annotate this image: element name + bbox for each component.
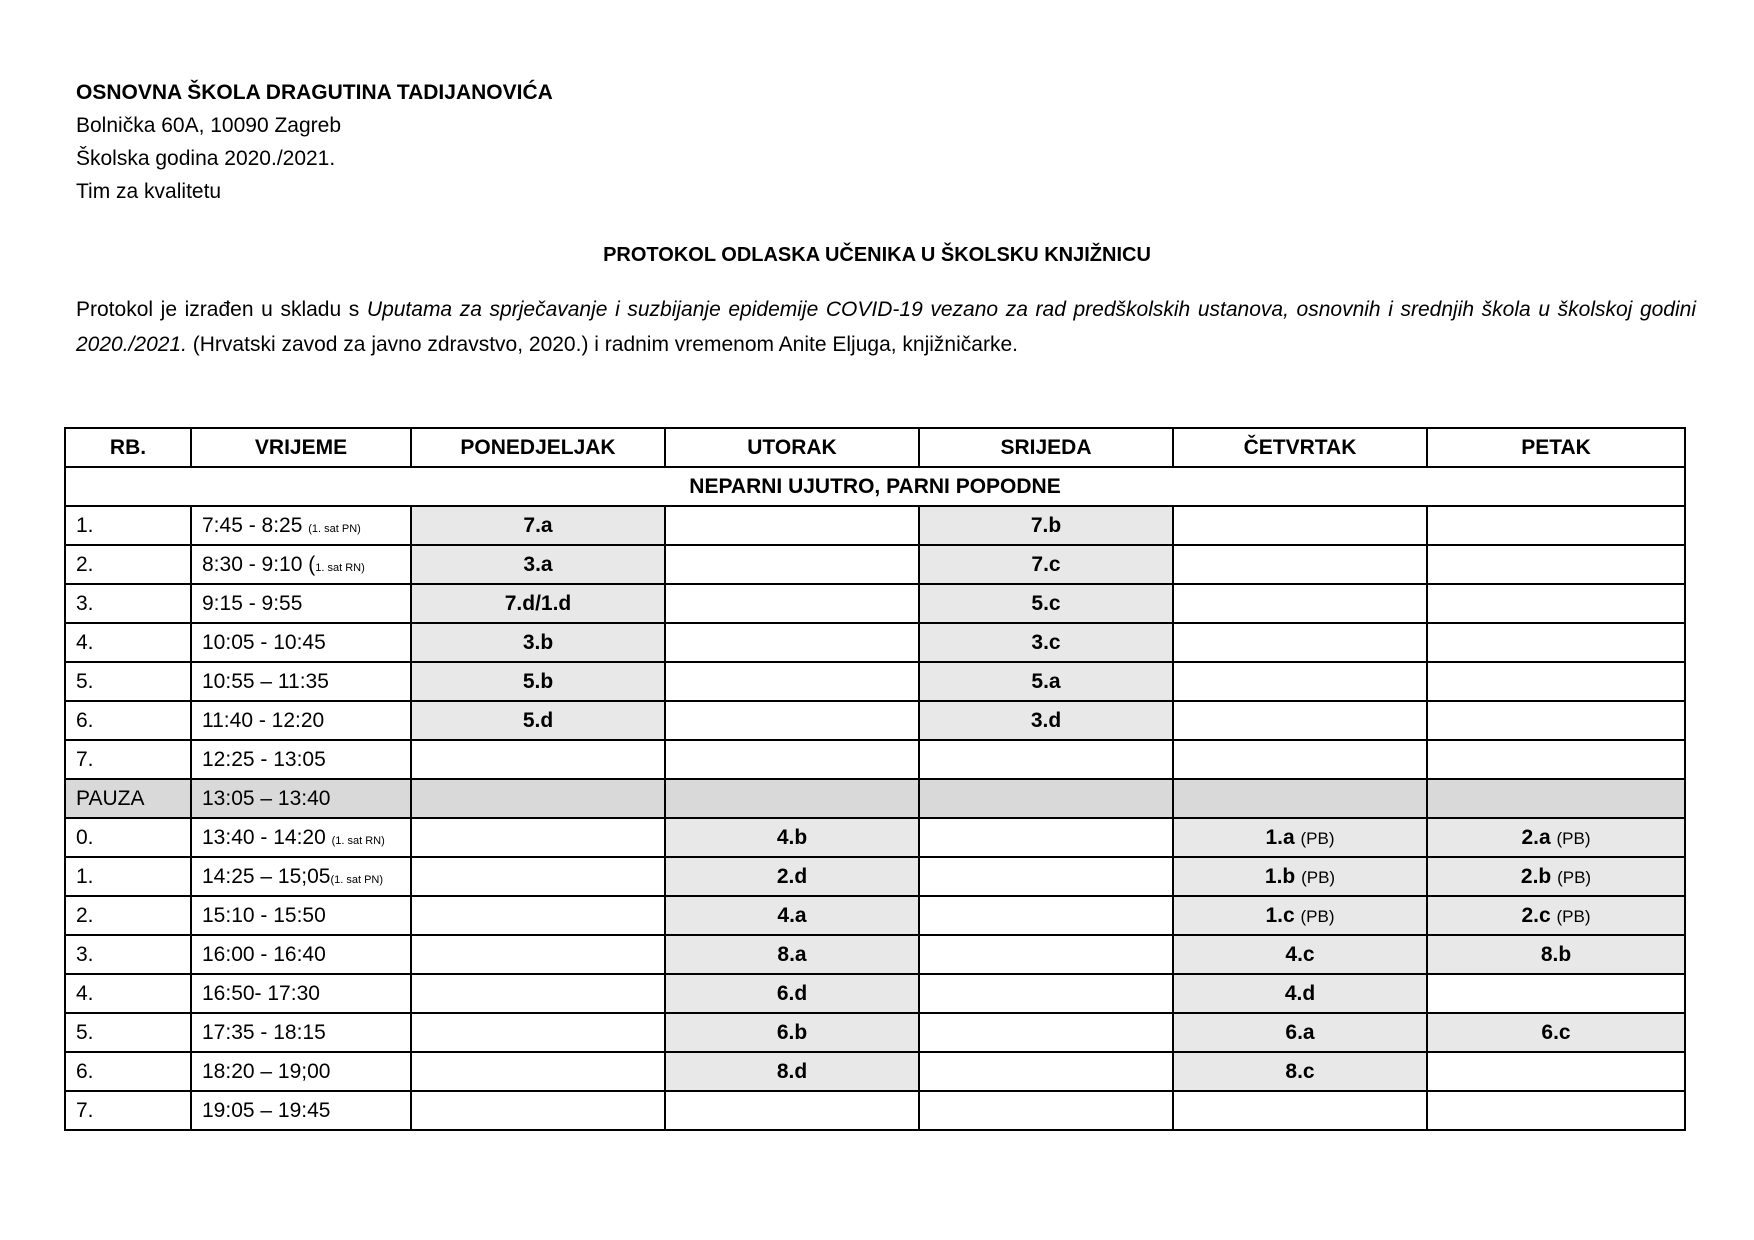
- row-number: 3.: [65, 935, 191, 974]
- time-slot: [191, 818, 411, 857]
- class-cell: [411, 935, 665, 974]
- time-text: 9:15 - 9:55: [202, 591, 303, 615]
- class-cell: [665, 701, 919, 740]
- header-cell: PONEDJELJAK: [411, 428, 665, 467]
- time-slot: [191, 974, 411, 1013]
- row-number: 6.: [65, 701, 191, 740]
- class-cell: [919, 896, 1173, 935]
- class-cell: [1427, 974, 1685, 1013]
- class-cell: [919, 545, 1173, 584]
- school-year: Školska godina 2020./2021.: [76, 147, 336, 170]
- row-number: 1.: [65, 506, 191, 545]
- class-cell: [919, 818, 1173, 857]
- table-row: [65, 818, 1685, 857]
- time-text: 17:35 - 18:15: [202, 1020, 326, 1044]
- class-label: 6.c: [1541, 1020, 1571, 1044]
- row-number: 2.: [65, 545, 191, 584]
- pb-label: (PB): [1300, 828, 1335, 848]
- class-label: 8.d: [776, 1059, 808, 1083]
- time-slot: [191, 1091, 411, 1130]
- class-cell: [919, 1091, 1173, 1130]
- time-text: 15:10 - 15:50: [202, 903, 326, 927]
- row-number: 4.: [65, 974, 191, 1013]
- table-row: [65, 1013, 1685, 1052]
- class-cell: [1427, 1091, 1685, 1130]
- class-cell: [411, 623, 665, 662]
- time-slot: [191, 623, 411, 662]
- class-cell: [1427, 701, 1685, 740]
- class-cell: [1427, 1013, 1685, 1052]
- pause-cell: [411, 779, 665, 818]
- table-row: [65, 857, 1685, 896]
- class-cell: [411, 857, 665, 896]
- class-label: 4.d: [1284, 981, 1316, 1005]
- class-cell: [919, 740, 1173, 779]
- time-text: 12:25 - 13:05: [202, 747, 326, 771]
- class-cell: [1173, 818, 1427, 857]
- class-label: 7.d/1.d: [504, 591, 572, 615]
- row-number: 1.: [65, 857, 191, 896]
- class-cell: [1173, 1091, 1427, 1130]
- time-slot: [191, 545, 411, 584]
- class-cell: [1427, 623, 1685, 662]
- pb-label: (PB): [1300, 906, 1335, 926]
- class-cell: [1427, 740, 1685, 779]
- row-number: 0.: [65, 818, 191, 857]
- class-cell: [411, 662, 665, 701]
- time-note: 1. sat RN): [315, 561, 365, 574]
- school-address: Bolnička 60A, 10090 Zagreb: [76, 114, 342, 137]
- class-cell: [411, 1013, 665, 1052]
- header-cell: ČETVRTAK: [1173, 428, 1427, 467]
- time-text: 7:45 - 8:25: [202, 513, 309, 537]
- intro-paragraph: [76, 292, 1696, 362]
- row-number: 5.: [65, 1013, 191, 1052]
- class-label: 8.a: [777, 942, 807, 966]
- pb-label: (PB): [1556, 828, 1591, 848]
- class-cell: [665, 1013, 919, 1052]
- header-cell: SRIJEDA: [919, 428, 1173, 467]
- class-label: 4.c: [1285, 942, 1315, 966]
- class-cell: [1427, 545, 1685, 584]
- intro-text-end: (Hrvatski zavod za javno zdravstvo, 2020.) i radnim vremenom Anite Eljuga, knjižničarke.: [186, 333, 1018, 356]
- class-cell: [665, 818, 919, 857]
- row-number: 6.: [65, 1052, 191, 1091]
- class-label: 6.d: [776, 981, 808, 1005]
- class-cell: [411, 740, 665, 779]
- class-cell: [665, 623, 919, 662]
- class-cell: [1427, 857, 1685, 896]
- time-text: 16:50- 17:30: [202, 981, 320, 1005]
- class-label: 6.b: [776, 1020, 808, 1044]
- row-number: 3.: [65, 584, 191, 623]
- pause-time: 13:05 – 13:40: [191, 779, 411, 818]
- intro-text-italic: Uputama za sprječavanje i suzbijanje epidemije COVID-19 vezano za rad predškolskih ustanova, osnovnih i srednjih škola u školskoj godini 2020./2021.: [76, 298, 1696, 356]
- class-label: 5.d: [522, 708, 554, 732]
- class-cell: [1427, 896, 1685, 935]
- table-row: [65, 935, 1685, 974]
- time-note: (1. sat PN): [308, 522, 361, 535]
- class-cell: [919, 1013, 1173, 1052]
- class-cell: [411, 1091, 665, 1130]
- pb-label: (PB): [1556, 906, 1591, 926]
- time-slot: [191, 662, 411, 701]
- row-number: 5.: [65, 662, 191, 701]
- class-cell: [665, 662, 919, 701]
- class-cell: [919, 584, 1173, 623]
- time-text: 19:05 – 19:45: [202, 1098, 331, 1122]
- header-cell: PETAK: [1427, 428, 1685, 467]
- class-cell: [1427, 584, 1685, 623]
- time-text: 11:40 - 12:20: [202, 708, 325, 732]
- header-cell: RB.: [65, 428, 191, 467]
- class-label: 7.a: [523, 513, 553, 537]
- class-label: 5.b: [522, 669, 554, 693]
- class-cell: [411, 701, 665, 740]
- table-row: [65, 974, 1685, 1013]
- class-cell: [411, 545, 665, 584]
- time-text: 10:05 - 10:45: [202, 630, 326, 654]
- class-label: 4.a: [777, 903, 807, 927]
- class-label: 3.d: [1030, 708, 1062, 732]
- time-slot: [191, 1013, 411, 1052]
- pause-row: [65, 779, 1685, 818]
- intro-text-start: Protokol je izrađen u skladu s: [76, 298, 367, 321]
- class-label: 7.c: [1031, 552, 1061, 576]
- class-label: 3.b: [522, 630, 554, 654]
- class-label: 1.b: [1264, 864, 1296, 888]
- time-text: 13:40 - 14:20: [202, 825, 332, 849]
- pb-label: (PB): [1301, 867, 1336, 887]
- table-row: [65, 896, 1685, 935]
- class-label: 5.c: [1031, 591, 1061, 615]
- row-number: 2.: [65, 896, 191, 935]
- class-cell: [665, 740, 919, 779]
- table-row: [65, 662, 1685, 701]
- time-slot: [191, 935, 411, 974]
- class-cell: [1173, 623, 1427, 662]
- schedule-table: [64, 427, 1686, 1131]
- table-row: [65, 1052, 1685, 1091]
- class-cell: [1173, 974, 1427, 1013]
- class-cell: [665, 974, 919, 1013]
- class-cell: [1427, 818, 1685, 857]
- class-label: 7.b: [1030, 513, 1062, 537]
- class-label: 2.d: [776, 864, 808, 888]
- table-row: [65, 584, 1685, 623]
- time-slot: [191, 1052, 411, 1091]
- pause-cell: [1173, 779, 1427, 818]
- class-cell: [919, 857, 1173, 896]
- time-note: (1. sat PN): [330, 873, 384, 886]
- class-cell: [665, 896, 919, 935]
- class-cell: [1173, 584, 1427, 623]
- class-cell: [919, 935, 1173, 974]
- time-text: 16:00 - 16:40: [202, 942, 326, 966]
- class-cell: [1173, 857, 1427, 896]
- class-cell: [1173, 506, 1427, 545]
- table-row: [65, 740, 1685, 779]
- class-cell: [411, 506, 665, 545]
- time-slot: [191, 857, 411, 896]
- class-label: 8.c: [1285, 1059, 1315, 1083]
- time-slot: [191, 506, 411, 545]
- class-cell: [665, 545, 919, 584]
- class-cell: [1173, 1013, 1427, 1052]
- header-cell: VRIJEME: [191, 428, 411, 467]
- class-label: 1.c: [1265, 903, 1295, 927]
- class-cell: [919, 623, 1173, 662]
- table-row: [65, 623, 1685, 662]
- pause-label: PAUZA: [65, 779, 191, 818]
- class-cell: [1427, 506, 1685, 545]
- header-cell: UTORAK: [665, 428, 919, 467]
- time-slot: [191, 740, 411, 779]
- class-label: 4.b: [776, 825, 808, 849]
- class-cell: [1173, 545, 1427, 584]
- class-cell: [919, 662, 1173, 701]
- document-header: [76, 76, 553, 208]
- class-cell: [919, 974, 1173, 1013]
- time-text: 14:25 – 15;05: [202, 864, 331, 888]
- class-cell: [665, 935, 919, 974]
- class-label: 6.a: [1285, 1020, 1315, 1044]
- class-cell: [1173, 701, 1427, 740]
- pause-cell: [665, 779, 919, 818]
- class-label: 2.a: [1521, 825, 1551, 849]
- section-title: NEPARNI UJUTRO, PARNI POPODNE: [65, 467, 1685, 506]
- table-row: [65, 545, 1685, 584]
- class-label: 3.c: [1031, 630, 1061, 654]
- time-slot: [191, 701, 411, 740]
- class-cell: [411, 896, 665, 935]
- class-cell: [1173, 935, 1427, 974]
- header-row: [65, 428, 1685, 467]
- class-cell: [919, 701, 1173, 740]
- class-label: 2.c: [1521, 903, 1551, 927]
- class-label: 1.a: [1265, 825, 1295, 849]
- row-number: 4.: [65, 623, 191, 662]
- class-cell: [665, 506, 919, 545]
- time-text: 18:20 – 19;00: [202, 1059, 331, 1083]
- class-cell: [1427, 935, 1685, 974]
- time-slot: [191, 584, 411, 623]
- class-cell: [919, 506, 1173, 545]
- row-number: 7.: [65, 1091, 191, 1130]
- row-number: 7.: [65, 740, 191, 779]
- class-cell: [411, 584, 665, 623]
- table-row: [65, 1091, 1685, 1130]
- class-cell: [1427, 1052, 1685, 1091]
- class-label: 3.a: [523, 552, 553, 576]
- class-cell: [665, 1091, 919, 1130]
- time-text: 8:30 - 9:10 (: [202, 552, 316, 576]
- class-cell: [665, 1052, 919, 1091]
- pause-cell: [1427, 779, 1685, 818]
- document-title: PROTOKOL ODLASKA UČENIKA U ŠKOLSKU KNJIŽNICU: [603, 244, 1151, 266]
- school-name: OSNOVNA ŠKOLA DRAGUTINA TADIJANOVIĆA: [76, 81, 553, 104]
- time-slot: [191, 896, 411, 935]
- class-cell: [919, 1052, 1173, 1091]
- time-text: 10:55 – 11:35: [202, 669, 329, 693]
- class-cell: [1173, 740, 1427, 779]
- class-label: 8.b: [1540, 942, 1572, 966]
- table-row: [65, 701, 1685, 740]
- class-cell: [665, 857, 919, 896]
- section-row: [65, 467, 1685, 506]
- team-name: Tim za kvalitetu: [76, 180, 222, 203]
- class-cell: [411, 974, 665, 1013]
- class-cell: [411, 1052, 665, 1091]
- class-cell: [411, 818, 665, 857]
- class-cell: [1173, 662, 1427, 701]
- table-row: [65, 506, 1685, 545]
- pb-label: (PB): [1557, 867, 1592, 887]
- time-note: (1. sat RN): [331, 834, 385, 847]
- class-cell: [1173, 896, 1427, 935]
- class-label: 5.a: [1031, 669, 1061, 693]
- class-cell: [665, 584, 919, 623]
- class-cell: [1427, 662, 1685, 701]
- class-label: 2.b: [1520, 864, 1552, 888]
- pause-cell: [919, 779, 1173, 818]
- class-cell: [1173, 1052, 1427, 1091]
